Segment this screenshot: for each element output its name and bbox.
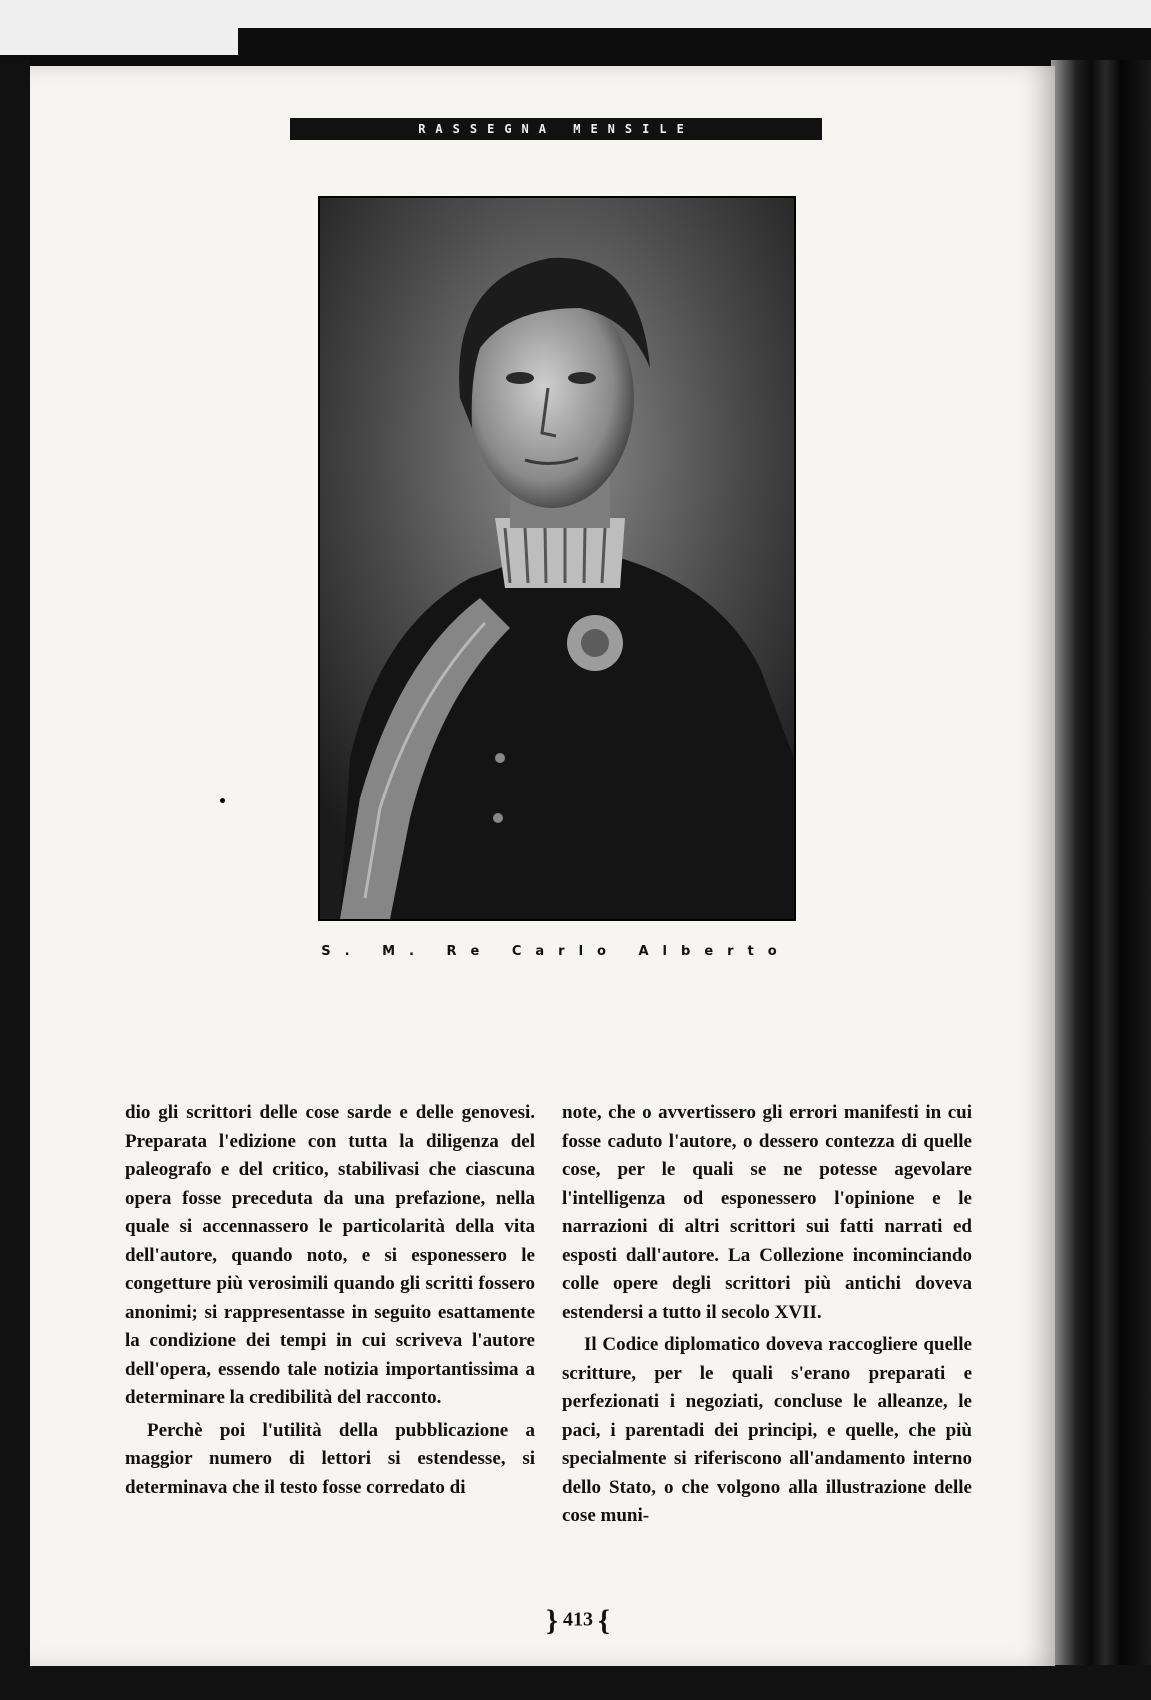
portrait-caption: S. M. Re Carlo Alberto [321, 944, 791, 959]
text-column-right [562, 1099, 972, 1531]
speck [220, 798, 225, 803]
running-head: RASSEGNA MENSILE [290, 118, 822, 140]
paragraph: note, che o avvertissero gli errori manifesti in cui fosse caduto l'autore, o dessero contezza di quelle cose, per le quali se ne potesse agevolare l'intelligenza od esponessero l'opinione e le narrazioni di altri scrittori sui fatti narrati ed esposti dall'autore. La Collezione incominciando colle opere degli scrittori più antichi doveva estendersi a tutto il secolo XVII. [562, 1102, 972, 1323]
paragraph: Il Codice diplomatico doveva raccogliere quelle scritture, per le quali s'erano preparati e perfezionati i negoziati, concluse le alleanze, le paci, i parentadi dei principi, e quelle, che più specialmente si riferiscono all'andamento interno dello Stato, o che volgono alla illustrazione delle cose muni- [562, 1334, 972, 1526]
scan-border-left [0, 60, 30, 1700]
paragraph: dio gli scrittori delle cose sarde e delle genovesi. Preparata l'edizione con tutta la diligenza del paleografo e del critico, stabilivasi che ciascuna opera fosse preceduta da una prefazione, nella quale si accennassero le particolarità della vita dell'autore, quando noto, e si esponessero le congetture più verosimili quando gli scritti fossero anonimi; si rappresentasse in seguito esattamente la condizione dei tempi in cui scriveva l'autore dell'opera, essendo tale notizia importantissima a determinare la credibilità del racconto. [125, 1102, 535, 1408]
portrait-image [318, 196, 796, 921]
scan-border-top [238, 28, 1151, 68]
page [30, 66, 1055, 1666]
text-column-left [125, 1099, 535, 1502]
page-number-right-ornament: { [598, 1604, 610, 1637]
paragraph: Perchè poi l'utilità della pubblicazione a maggior numero di lettori si estendesse, si determinava che il testo fosse corredato di [125, 1419, 535, 1498]
page-number [518, 1604, 638, 1638]
scan-border-bottom [0, 1665, 1151, 1700]
scan-border-right [1051, 60, 1151, 1700]
page-number-left-ornament: } [546, 1604, 558, 1637]
portrait-illustration [320, 198, 794, 919]
page-number-value: 413 [563, 1608, 593, 1631]
